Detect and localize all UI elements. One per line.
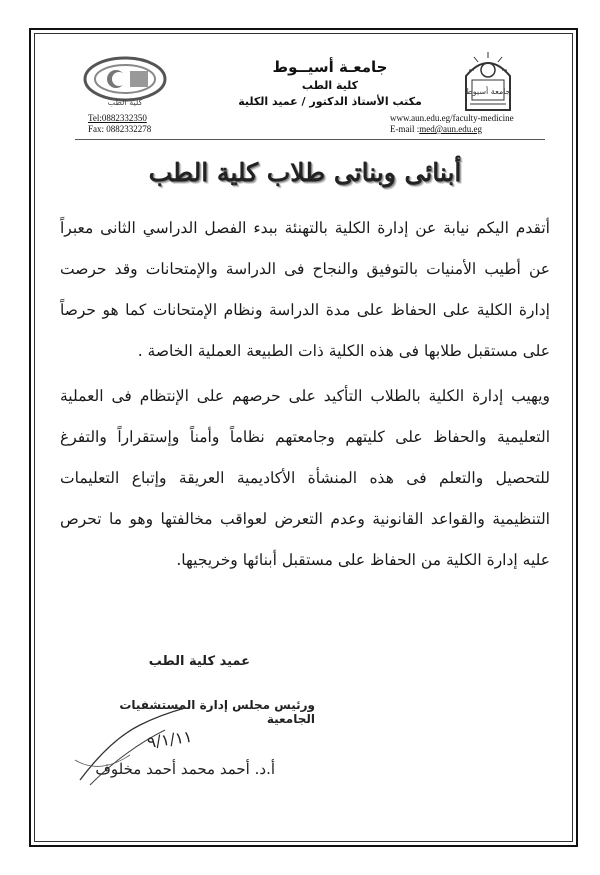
letter-title: أبنائى وبناتى طلاب كلية الطب	[148, 158, 462, 187]
email-line	[390, 124, 482, 134]
letter-paragraph-1: أتقدم اليكم نيابة عن إدارة الكلية بالتهنئة ببدء الفصل الدراسي الثانى معبراً عن أطيب الأمنيات بالتوفيق والنجاح فى الدراسة والإمتحانات وقد حرصت إدارة الكلية على الحفاظ على مدة الدراسة ونظام الإمتحانات كما هو حرصاً على مستقبل طلابها فى هذه الكلية ذات الطبيعة العملية الخاصة .	[60, 219, 550, 360]
svg-text:كلية الطب: كلية الطب	[107, 98, 143, 107]
fax: Fax: 0882332278	[88, 124, 152, 134]
letterhead	[40, 40, 570, 140]
svg-text:٩/١/١١: ٩/١/١١	[145, 726, 194, 752]
header-divider	[75, 139, 545, 140]
letter-paragraph-2: ويهيب إدارة الكلية بالطلاب التأكيد على حرصهم على الإنتظام فى العملية التعليمية والحفاظ على كليتهم وجامعتهم نظاماً وأمناً وإستقراراً والتفرغ للتحصيل والتعلم فى هذه المنشأة الأكاديمية العريقة وإتباع التعليمات التنظيمية والقواعد القانونية وعدم التعرض لعواقب مخالفتها وهو ما تحرص عليه إدارة الكلية من الحفاظ على مستقبل أبنائها وخريجيها.	[60, 387, 550, 569]
signatory-subtitle: ورئيس مجلس إدارة المستشفيات الجامعية	[119, 698, 315, 726]
signatory-name: أ.د. أحمد محمد أحمد مخلوف	[95, 760, 275, 778]
email-label: E-mail :	[390, 124, 420, 134]
faculty-logo	[80, 55, 170, 107]
svg-text:جامعة أسيوط: جامعة أسيوط	[465, 87, 511, 96]
email-address: med@aun.edu.eg	[419, 124, 483, 134]
dean-office: مكتب الأستاذ الدكتور / عميد الكلية	[238, 95, 422, 108]
university-logo	[460, 48, 516, 112]
website: www.aun.edu.eg/faculty-medicine	[390, 113, 514, 123]
university-name: جامعـة أسيــوط	[272, 58, 388, 76]
telephone: Tel:0882332350	[88, 113, 147, 123]
signatory-title: عميد كلية الطب	[148, 654, 250, 669]
faculty-name: كلية الطب	[301, 79, 359, 92]
